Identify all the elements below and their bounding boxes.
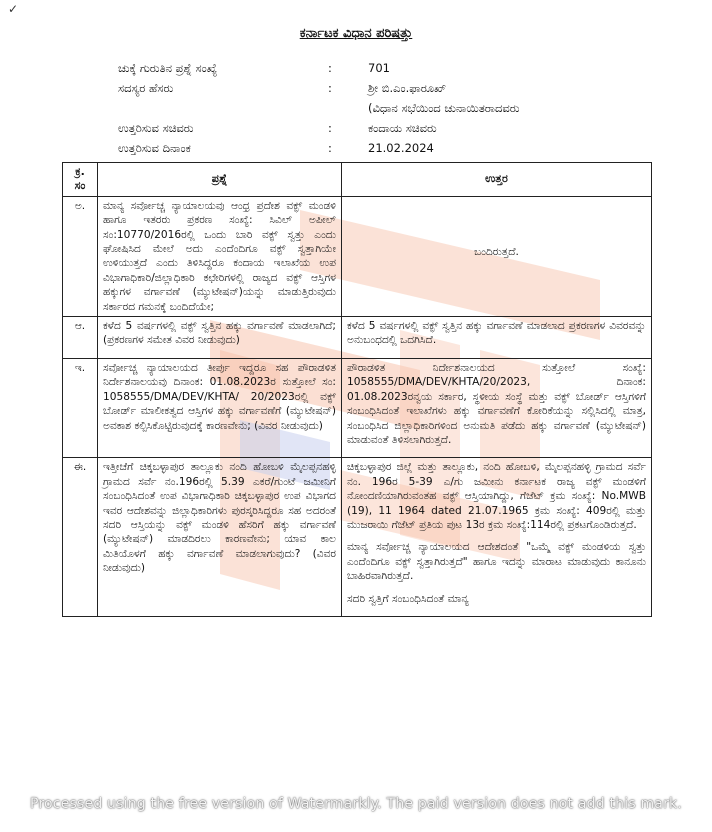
date-value: 21.02.2024 <box>368 141 434 155</box>
col-header-answer: ಉತ್ತರ <box>342 163 652 197</box>
question-cell: ಕಳೆದ 5 ವರ್ಷಗಳಲ್ಲಿ ವಕ್ಫ್ ಸ್ವತ್ತಿನ ಹಕ್ಕು ವರ್ಗಾವಣೆ ಮಾಡಲಾಗಿದೆ; (ಪ್ರಕರಣಗಳ ಸಮೇತ ವಿವರ ನೀಡುವುದು) <box>98 317 342 359</box>
row-number: ಈ. <box>63 458 98 617</box>
minister-label: ಉತ್ತರಿಸುವ ಸಚಿವರು <box>118 121 194 135</box>
document-title: ಕರ್ನಾಟಕ ವಿಧಾನ ಪರಿಷತ್ತು <box>299 26 413 41</box>
table-row <box>63 358 652 457</box>
row-number: ಅ. <box>63 196 98 316</box>
question-answer-table <box>62 162 652 617</box>
corner-mark: ✓ <box>8 2 19 16</box>
answer-paragraph: ಪೌರಾಡಳಿತ ನಿರ್ದೇಶನಾಲಯದ ಸುತ್ತೋಲೆ ಸಂಖ್ಯೆ: 1058555/DMA/DEV/KHTA/20/2023, ದಿನಾಂಕ: 01.08.2023ರನ್ವಯ ಸರ್ಕಾರ, ಸ್ಥಳೀಯ ಸಂಸ್ಥೆ ಮತ್ತು ವಕ್ಫ್ ಬೋರ್ಡ್ ಆಸ್ತಿಗಳಿಗೆ ಸಂಬಂಧಿಸಿದಂತೆ ಇಲಾಖೆಗಳು ಹಕ್ಕು ವರ್ಗಾವಣೆಗೆ ಕೋರಿಕೆಯನ್ನು ಸಲ್ಲಿಸಿದಲ್ಲಿ ಮಾತ್ರ, ಸಂಬಂಧಿಸಿದ ಜಿಲ್ಲಾಧಿಕಾರಿಗಳಿಂದ ಅನುಮತಿ ಪಡೆದು ಹಕ್ಕು ವರ್ಗಾವಣೆ (ಮ್ಯುಟೇಷನ್) ಮಾಡುವಂತೆ ತಿಳಿಸಲಾಗಿರುತ್ತದೆ. <box>347 361 646 446</box>
answer-cell <box>342 317 652 359</box>
answer-cell <box>342 196 652 316</box>
watermark-text: Processed using the free version of Watermarkly. The paid version does not add this mark. <box>30 796 682 812</box>
meta-row-member <box>118 78 678 98</box>
question-no-value: 701 <box>368 61 390 75</box>
member-name: ಶ್ರೀ ಬಿ.ಎಂ.ಫಾರೂಖ್ <box>368 81 447 95</box>
answer-paragraph: ಬಂದಿರುತ್ತದೆ. <box>474 246 519 259</box>
col-header-no: ಕ್ರ. ಸಂ <box>63 163 98 197</box>
answer-paragraph: ಮಾನ್ಯ ಸರ್ವೋಚ್ಚ ನ್ಯಾಯಾಲಯದ ಆದೇಶದಂತೆ "ಒಮ್ಮೆ ವಕ್ಫ್ ಮಂಡಳಿಯ ಸ್ವತ್ತು ಎಂದೆಂದಿಗೂ ವಕ್ಫ್ ಸ್ವತ್ತಾಗಿರುತ್ತದೆ" ಹಾಗೂ ಇದನ್ನು ಮಾರಾಟ ಮಾಡುವುದು ಕಾನೂನು ಬಾಹಿರವಾಗಿರುತ್ತದೆ. <box>347 541 646 583</box>
question-no-label: ಚುಕ್ಕೆ ಗುರುತಿನ ಪ್ರಶ್ನೆ ಸಂಖ್ಯೆ <box>118 61 218 75</box>
colon: : <box>328 61 332 75</box>
answer-paragraph: ಚಿಕ್ಕಬಳ್ಳಾಪುರ ಜಿಲ್ಲೆ ಮತ್ತು ತಾಲ್ಲೂಕು, ನಂದಿ ಹೋಬಳಿ, ಮೈಲಪ್ಪನಹಳ್ಳಿ ಗ್ರಾಮದ ಸರ್ವೆ ನಂ. 196ರ 5-39 ಎ/ಗು ಜಮೀನು ಕರ್ನಾಟಕ ರಾಜ್ಯ ವಕ್ಫ್ ಮಂಡಳಿಗೆ ನೋಂದಣಿಯಾಗಿರುವಂತಹ ವಕ್ಫ್ ಆಸ್ತಿಯಾಗಿದ್ದು, ಗೆಜೆಟ್ ಕ್ರಮ ಸಂಖ್ಯೆ: No.MWB (19), 11 1964 dated 21.07.1965 ಕ್ರಮ ಸಂಖ್ಯೆ: 409ರಲ್ಲಿ ಮತ್ತು ಮುಜರಾಯಿ ಗೆಜೆಟ್ ಪ್ರತಿಯ ಪುಟ 13ರ ಕ್ರಮ ಸಂಖ್ಯೆ:114ರಲ್ಲಿ ಪ್ರಕಟಗೊಂಡಿರುತ್ತದೆ. <box>347 461 646 531</box>
member-label: ಸದಸ್ಯರ ಹೆಸರು <box>118 81 174 95</box>
meta-row-date <box>118 138 678 158</box>
meta-row-question-no <box>118 58 678 78</box>
colon: : <box>328 81 332 95</box>
question-cell: ಸರ್ವೋಚ್ಚ ನ್ಯಾಯಾಲಯದ ತೀರ್ಪು ಇದ್ದರೂ ಸಹ ಪೌರಾಡಳಿತ ನಿರ್ದೇಶನಾಲಯವು ದಿನಾಂಕ: 01.08.2023ರ ಸುತ್ತೋಲೆ ಸಂ: 1058555/DMA/DEV/KHTA/ 20/2023ರಲ್ಲಿ ವಕ್ಫ್ ಬೋರ್ಡ್ ಮಾಲೀಕತ್ವದ ಆಸ್ತಿಗಳ ಹಕ್ಕು ವರ್ಗಾವಣೆಗೆ (ಮ್ಯುಟೇಷನ್) ಅವಕಾಶ ಕಲ್ಪಿಸಿಕೊಟ್ಟಿರುವುದಕ್ಕೆ ಕಾರಣವೇನು; (ವಿವರ ನೀಡುವುದು) <box>98 358 342 457</box>
table-row <box>63 458 652 617</box>
row-number: ಇ. <box>63 358 98 457</box>
minister-value: ಕಂದಾಯ ಸಚಿವರು <box>368 121 437 135</box>
colon: : <box>328 141 332 155</box>
col-header-question: ಪ್ರಶ್ನೆ <box>98 163 342 197</box>
meta-row-minister <box>118 118 678 138</box>
colon: : <box>328 121 332 135</box>
member-note: (ವಿಧಾನ ಸಭೆಯಿಂದ ಚುನಾಯಿತರಾದವರು <box>368 101 520 115</box>
table-row <box>63 317 652 359</box>
answer-cell <box>342 358 652 457</box>
table-row <box>63 196 652 316</box>
question-cell: ಇತ್ತೀಚೆಗೆ ಚಿಕ್ಕಬಳ್ಳಾಪುರ ತಾಲ್ಲೂಕು ನಂದಿ ಹೋಬಳಿ ಮೈಲಪ್ಪನಹಳ್ಳಿ ಗ್ರಾಮದ ಸರ್ವೆ ನಂ.196ರಲ್ಲಿ 5.39 ಎಕರೆ/ಗುಂಟೆ ಜಮೀನಿಗೆ ಸಂಬಂಧಿಸಿದಂತೆ ಉಪ ವಿಭಾಗಾಧಿಕಾರಿ ಚಿಕ್ಕಬಳ್ಳಾಪುರ ಉಪ ವಿಭಾಗದ ಇವರ ಆದೇಶವನ್ನು ಜಿಲ್ಲಾಧಿಕಾರಿಗಳು ಪುರಸ್ಕರಿಸಿದ್ದರೂ ಸಹ ಅದರಂತೆ ಸದರಿ ಆಸ್ತಿಯನ್ನು ವಕ್ಫ್ ಮಂಡಳಿ ಹೆಸರಿಗೆ ಹಕ್ಕು ವರ್ಗಾವಣೆ (ಮ್ಯುಟೇಷನ್) ಮಾಡದಿರಲು ಕಾರಣವೇನು; ಯಾವ ಕಾಲ ಮಿತಿಯೊಳಗೆ ಹಕ್ಕು ವರ್ಗಾವಣೆ ಮಾಡಲಾಗುವುದು? (ವಿವರ ನೀಡುವುದು) <box>98 458 342 617</box>
answer-cell <box>342 458 652 617</box>
date-label: ಉತ್ತರಿಸುವ ದಿನಾಂಕ <box>118 141 191 155</box>
answer-paragraph: ಕಳೆದ 5 ವರ್ಷಗಳಲ್ಲಿ ವಕ್ಫ್ ಸ್ವತ್ತಿನ ಹಕ್ಕು ವರ್ಗಾವಣೆ ಮಾಡಲಾದ ಪ್ರಕರಣಗಳ ವಿವರವನ್ನು ಅನುಬಂಧದಲ್ಲಿ ಒದಗಿಸಿದೆ. <box>347 320 646 347</box>
question-metadata <box>118 58 678 158</box>
answer-paragraph: ಸದರಿ ಸ್ವತ್ತಿಗೆ ಸಂಬಂಧಿಸಿದಂತೆ ಮಾನ್ಯ <box>347 592 469 605</box>
row-number: ಆ. <box>63 317 98 359</box>
question-cell: ಮಾನ್ಯ ಸರ್ವೋಚ್ಚ ನ್ಯಾಯಾಲಯವು ಆಂಧ್ರ ಪ್ರದೇಶ ವಕ್ಫ್ ಮಂಡಳಿ ಹಾಗೂ ಇತರರು ಪ್ರಕರಣ ಸಂಖ್ಯೆ: ಸಿವಿಲ್ ಅಪೀಲ್ ಸಂ:10770/2016ರಲ್ಲಿ ಒಂದು ಬಾರಿ ವಕ್ಫ್ ಸ್ವತ್ತು ಎಂದು ಘೋಷಿಸಿದ ಮೇಲೆ ಅದು ಎಂದೆಂದಿಗೂ ವಕ್ಫ್ ಸ್ವತ್ತಾಗಿಯೇ ಉಳಿಯುತ್ತದೆ ಎಂದು ತಿಳಿಸಿದ್ದರೂ ಕಂದಾಯ ಇಲಾಖೆಯ ಉಪ ವಿಭಾಗಾಧಿಕಾರಿ/ಜಿಲ್ಲಾಧಿಕಾರಿ ಕಛೇರಿಗಳಲ್ಲಿ ರಾಜ್ಯದ ವಕ್ಫ್ ಆಸ್ತಿಗಳ ಹಕ್ಕುಗಳ ವರ್ಗಾವಣೆ (ಮ್ಯುಟೇಷನ್)ಯನ್ನು ಮಾಡುತ್ತಿರುವುದು ಸರ್ಕಾರದ ಗಮನಕ್ಕೆ ಬಂದಿದೆಯೇ; <box>98 196 342 316</box>
table-header-row <box>63 163 652 197</box>
